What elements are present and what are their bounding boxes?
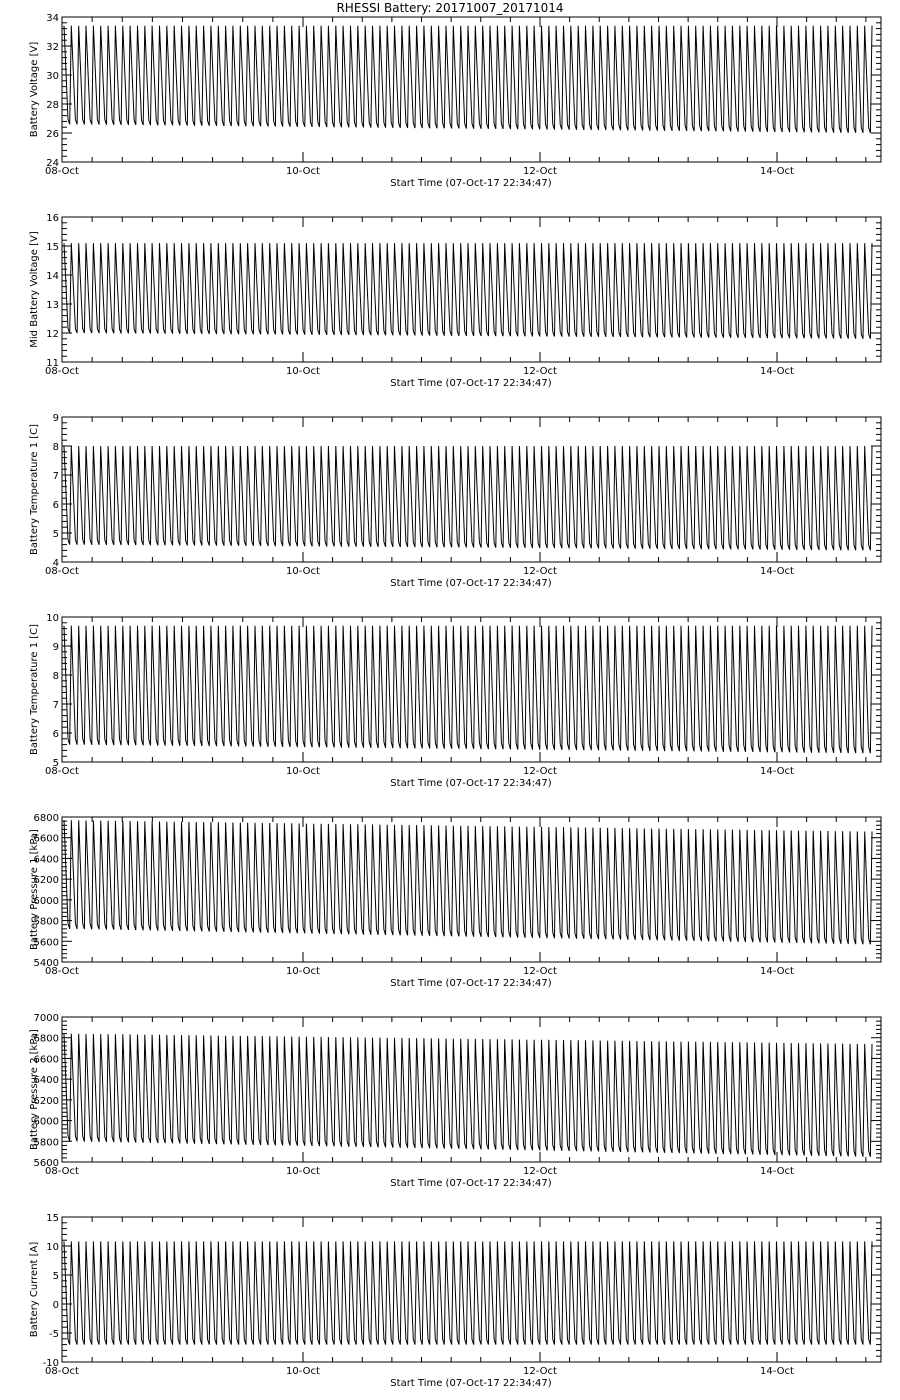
x-tick-label: 10-Oct <box>286 1366 320 1377</box>
x-tick-label: 10-Oct <box>286 766 320 777</box>
y-tick-label: -5 <box>49 1329 59 1340</box>
x-tick-label: 10-Oct <box>286 1166 320 1177</box>
x-tick-label: 12-Oct <box>523 766 557 777</box>
y-tick-label: 6800 <box>33 813 59 824</box>
y-tick-label: 0 <box>52 1300 59 1311</box>
y-tick-label: 5400 <box>33 958 59 969</box>
chart-panel-5 <box>29 813 881 989</box>
x-tick-label: 14-Oct <box>760 1366 794 1377</box>
x-tick-label: 14-Oct <box>760 166 794 177</box>
plot-frame <box>62 1217 881 1362</box>
y-tick-label: 7 <box>52 471 59 482</box>
y-tick-label: 9 <box>52 642 59 653</box>
series-line <box>64 820 872 944</box>
x-tick-label: 12-Oct <box>523 566 557 577</box>
y-tick-label: 6 <box>52 500 59 511</box>
plot-frame <box>62 17 881 162</box>
y-tick-label: 6600 <box>33 833 59 845</box>
plot-frame <box>62 817 881 962</box>
y-tick-label: 6 <box>52 729 59 740</box>
series-line <box>64 626 872 754</box>
y-tick-label: 9 <box>52 413 59 424</box>
y-tick-label: 11 <box>46 358 59 369</box>
y-axis-title: Battery Current [A] <box>29 1241 40 1338</box>
series-line <box>64 1034 872 1157</box>
x-tick-label: 08-Oct <box>45 366 79 377</box>
x-tick-label: 08-Oct <box>45 166 79 177</box>
x-tick-label: 14-Oct <box>760 566 794 577</box>
y-axis-title: Battery Voltage [V] <box>29 41 40 138</box>
y-tick-label: 34 <box>46 13 59 24</box>
y-axis-title: Battery Pressure 2 [kPa] <box>29 1029 40 1150</box>
y-tick-label: 6000 <box>33 1116 59 1128</box>
y-tick-label: 10 <box>46 613 59 624</box>
x-tick-label: 08-Oct <box>45 566 79 577</box>
series-line <box>64 243 872 339</box>
x-axis-title: Start Time (07-Oct-17 22:34:47) <box>390 1178 552 1189</box>
series-line <box>64 1241 872 1344</box>
y-axis-title: Battery Temperature 1 [C] <box>29 623 40 756</box>
y-tick-label: 12 <box>46 329 59 340</box>
x-tick-label: 12-Oct <box>523 1166 557 1177</box>
x-axis-title: Start Time (07-Oct-17 22:34:47) <box>390 578 552 589</box>
series-line <box>64 446 872 550</box>
x-tick-label: 12-Oct <box>523 966 557 977</box>
x-tick-label: 08-Oct <box>45 1166 79 1177</box>
x-tick-label: 08-Oct <box>45 966 79 977</box>
y-axis-title: Mid Battery Voltage [V] <box>29 231 40 348</box>
x-tick-label: 14-Oct <box>760 966 794 977</box>
y-tick-label: -10 <box>42 1358 59 1369</box>
y-tick-label: 6200 <box>33 875 59 887</box>
y-tick-label: 7000 <box>33 1013 59 1024</box>
y-tick-label: 5 <box>52 529 59 540</box>
page-title: RHESSI Battery: 20171007_20171014 <box>336 1 564 15</box>
y-tick-label: 8 <box>52 442 59 453</box>
x-tick-label: 14-Oct <box>760 766 794 777</box>
y-tick-label: 4 <box>52 558 59 569</box>
x-axis-title: Start Time (07-Oct-17 22:34:47) <box>390 978 552 989</box>
y-tick-label: 6800 <box>33 1033 59 1045</box>
x-axis-title: Start Time (07-Oct-17 22:34:47) <box>390 1378 552 1389</box>
x-tick-label: 08-Oct <box>45 766 79 777</box>
x-axis-title: Start Time (07-Oct-17 22:34:47) <box>390 778 552 789</box>
x-tick-label: 14-Oct <box>760 366 794 377</box>
y-tick-label: 26 <box>46 129 59 140</box>
x-tick-label: 08-Oct <box>45 1366 79 1377</box>
y-tick-label: 32 <box>46 42 59 53</box>
y-axis-title: Battery Temperature 1 [C] <box>29 423 40 556</box>
y-tick-label: 5800 <box>33 916 59 928</box>
chart-panel-4 <box>29 613 881 789</box>
y-tick-label: 14 <box>46 271 59 282</box>
y-tick-label: 30 <box>46 71 59 82</box>
y-tick-label: 6400 <box>33 854 59 866</box>
y-tick-label: 7 <box>52 700 59 711</box>
series-line <box>64 26 872 133</box>
y-tick-label: 8 <box>52 671 59 682</box>
chart-panel-2 <box>29 213 881 389</box>
x-axis-title: Start Time (07-Oct-17 22:34:47) <box>390 378 552 389</box>
y-tick-label: 5800 <box>33 1137 59 1149</box>
x-tick-label: 12-Oct <box>523 1366 557 1377</box>
y-tick-label: 6600 <box>33 1054 59 1066</box>
x-tick-label: 12-Oct <box>523 366 557 377</box>
y-axis-title: Battery Pressure 1 [kPa] <box>29 829 40 950</box>
y-tick-label: 5600 <box>33 1158 59 1169</box>
y-tick-label: 5 <box>52 758 59 769</box>
y-tick-label: 6200 <box>33 1095 59 1107</box>
x-tick-label: 12-Oct <box>523 166 557 177</box>
chart-panel-1 <box>29 13 881 189</box>
chart-panel-3 <box>29 413 881 589</box>
y-tick-label: 28 <box>46 100 59 111</box>
y-tick-label: 24 <box>46 158 59 169</box>
x-tick-label: 10-Oct <box>286 966 320 977</box>
y-tick-label: 16 <box>46 213 59 224</box>
chart-panel-7 <box>29 1213 881 1389</box>
y-tick-label: 13 <box>46 300 59 311</box>
chart-panel-6 <box>29 1013 881 1189</box>
y-tick-label: 10 <box>46 1242 59 1253</box>
x-tick-label: 10-Oct <box>286 566 320 577</box>
x-axis-title: Start Time (07-Oct-17 22:34:47) <box>390 178 552 189</box>
x-tick-label: 10-Oct <box>286 166 320 177</box>
x-tick-label: 10-Oct <box>286 366 320 377</box>
plot-frame <box>62 217 881 362</box>
x-tick-label: 14-Oct <box>760 1166 794 1177</box>
y-tick-label: 15 <box>46 242 59 253</box>
y-tick-label: 6000 <box>33 895 59 907</box>
y-tick-label: 6400 <box>33 1075 59 1087</box>
y-tick-label: 5 <box>52 1271 59 1282</box>
y-tick-label: 5600 <box>33 937 59 949</box>
y-tick-label: 15 <box>46 1213 59 1224</box>
